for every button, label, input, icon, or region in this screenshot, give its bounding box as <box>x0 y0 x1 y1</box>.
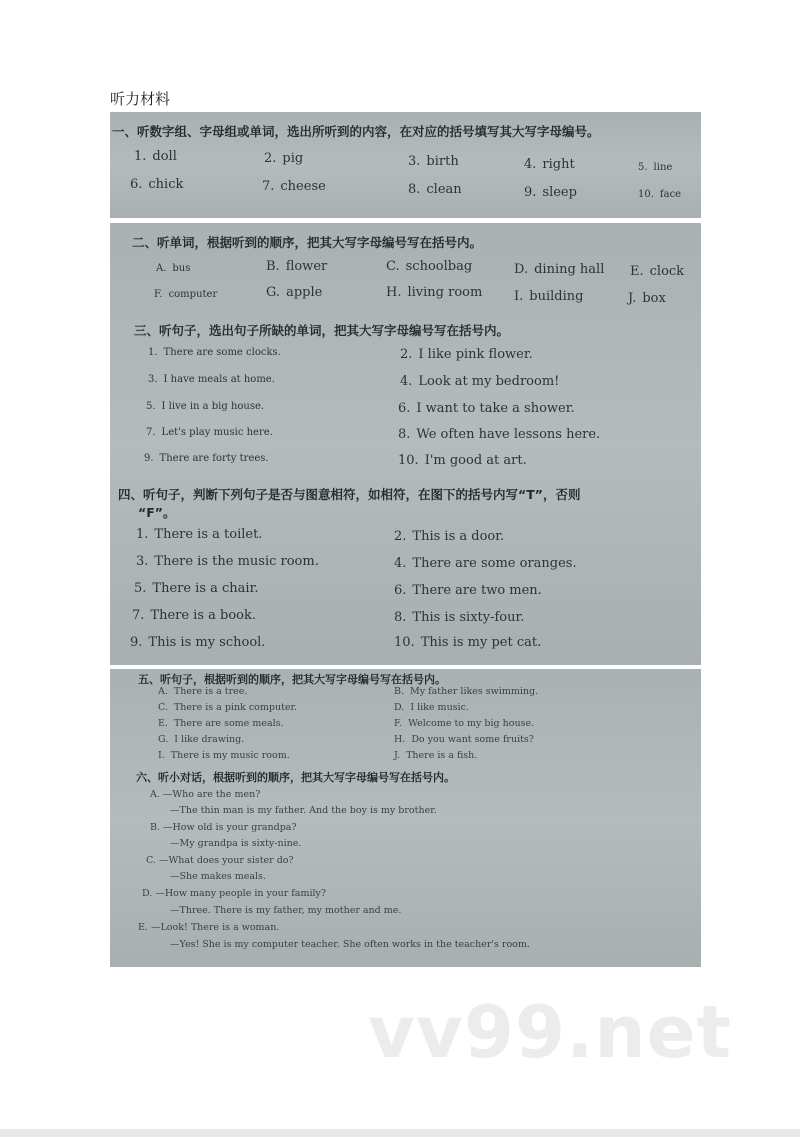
s5-item-b: B. My father likes swimming. <box>394 686 539 697</box>
section6-heading: 六、听小对话，根据听到的顺序，把其大写字母编号写在括号内。 <box>136 771 455 784</box>
s6-line-9: E. —Look! There is a woman. <box>138 922 280 933</box>
s3-item-9: 9. There are forty trees. <box>144 453 269 464</box>
section5-heading: 五、听句子，根据听到的顺序，把其大写字母编号写在括号内。 <box>138 673 446 686</box>
s2-item-g: G. apple <box>266 285 323 300</box>
s1-item-10: 10. face <box>638 189 682 200</box>
s3-item-5: 5. I live in a big house. <box>146 401 265 412</box>
s3-item-2: 2. I like pink flower. <box>400 347 533 362</box>
s4-item-4: 4. There are some oranges. <box>394 556 577 571</box>
s1-item-3: 3. birth <box>408 154 459 169</box>
s4-item-1: 1. There is a toilet. <box>136 527 263 542</box>
s5-item-c: C. There is a pink computer. <box>158 702 298 713</box>
page-bottom-edge <box>0 1129 800 1137</box>
s2-item-i: I. building <box>514 289 584 304</box>
s3-item-8: 8. We often have lessons here. <box>398 427 601 442</box>
s5-item-j: J. There is a fish. <box>394 750 478 761</box>
s5-item-e: E. There are some meals. <box>158 718 284 729</box>
s2-item-j: J. box <box>628 291 666 306</box>
section2-heading: 二、听单词，根据听到的顺序，把其大写字母编号写在括号内。 <box>132 235 483 250</box>
s5-item-f: F. Welcome to my big house. <box>394 718 535 729</box>
s1-item-9: 9. sleep <box>524 185 577 200</box>
s2-item-b: B. flower <box>266 259 328 274</box>
s3-item-6: 6. I want to take a shower. <box>398 401 575 416</box>
s2-item-h: H. living room <box>386 285 483 300</box>
s3-item-7: 7. Let's play music here. <box>146 427 273 438</box>
s4-item-10: 10. This is my pet cat. <box>394 635 542 650</box>
s4-item-3: 3. There is the music room. <box>136 554 319 569</box>
photo-section-2 <box>110 223 701 665</box>
s5-item-d: D. I like music. <box>394 702 469 713</box>
section3-heading: 三、听句子，选出句子所缺的单词，把其大写字母编号写在括号内。 <box>134 323 510 338</box>
s3-item-1: 1. There are some clocks. <box>148 347 281 358</box>
s1-item-6: 6. chick <box>130 177 184 192</box>
photo-section-3 <box>110 669 701 967</box>
s3-item-3: 3. I have meals at home. <box>148 374 275 385</box>
s4-item-7: 7. There is a book. <box>132 608 257 623</box>
s4-item-6: 6. There are two men. <box>394 583 542 598</box>
s3-item-4: 4. Look at my bedroom! <box>400 374 560 389</box>
s6-line-10: —Yes! She is my computer teacher. She often works in the teacher's room. <box>170 939 530 950</box>
s5-item-i: I. There is my music room. <box>158 750 290 761</box>
section1-heading: 一、听数字组、字母组或单词，选出所听到的内容，在对应的括号填写其大写字母编号。 <box>112 124 600 139</box>
s1-item-4: 4. right <box>524 157 575 172</box>
s1-item-1: 1. doll <box>134 149 177 164</box>
s6-line-7: D. —How many people in your family? <box>142 888 327 899</box>
s4-item-5: 5. There is a chair. <box>134 581 259 596</box>
s5-item-g: G. I like drawing. <box>158 734 245 745</box>
s1-item-8: 8. clean <box>408 182 462 197</box>
s6-line-8: —Three. There is my father, my mother and me. <box>170 905 402 916</box>
s6-line-2: —The thin man is my father. And the boy is my brother. <box>170 805 437 816</box>
s2-item-c: C. schoolbag <box>386 259 473 274</box>
s3-item-10: 10. I'm good at art. <box>398 453 527 468</box>
s2-item-f: F. computer <box>154 289 218 300</box>
s6-line-5: C. —What does your sister do? <box>146 855 294 866</box>
s2-item-a: A. bus <box>156 263 191 274</box>
s1-item-5: 5. line <box>638 162 673 173</box>
watermark: vv99.net <box>368 990 732 1074</box>
s6-line-6: —She makes meals. <box>170 871 266 882</box>
section4-heading: 四、听句子，判断下列句子是否与图意相符，如相符，在图下的括号内写“T”，否则 <box>118 487 581 502</box>
s4-item-2: 2. This is a door. <box>394 529 505 544</box>
photo-section-1 <box>110 112 701 218</box>
s6-line-1: A. —Who are the men? <box>150 789 261 800</box>
s1-item-2: 2. pig <box>264 151 304 166</box>
s2-item-d: D. dining hall <box>514 262 605 277</box>
s2-item-e: E. clock <box>630 264 685 279</box>
s4-item-9: 9. This is my school. <box>130 635 266 650</box>
s4-item-8: 8. This is sixty-four. <box>394 610 525 625</box>
s6-line-4: —My grandpa is sixty-nine. <box>170 838 302 849</box>
s1-item-7: 7. cheese <box>262 179 326 194</box>
section4-heading-cont: “F”。 <box>138 505 176 520</box>
s5-item-a: A. There is a tree. <box>158 686 248 697</box>
s5-item-h: H. Do you want some fruits? <box>394 734 534 745</box>
page-title: 听力材料 <box>110 90 171 108</box>
s6-line-3: B. —How old is your grandpa? <box>150 822 297 833</box>
